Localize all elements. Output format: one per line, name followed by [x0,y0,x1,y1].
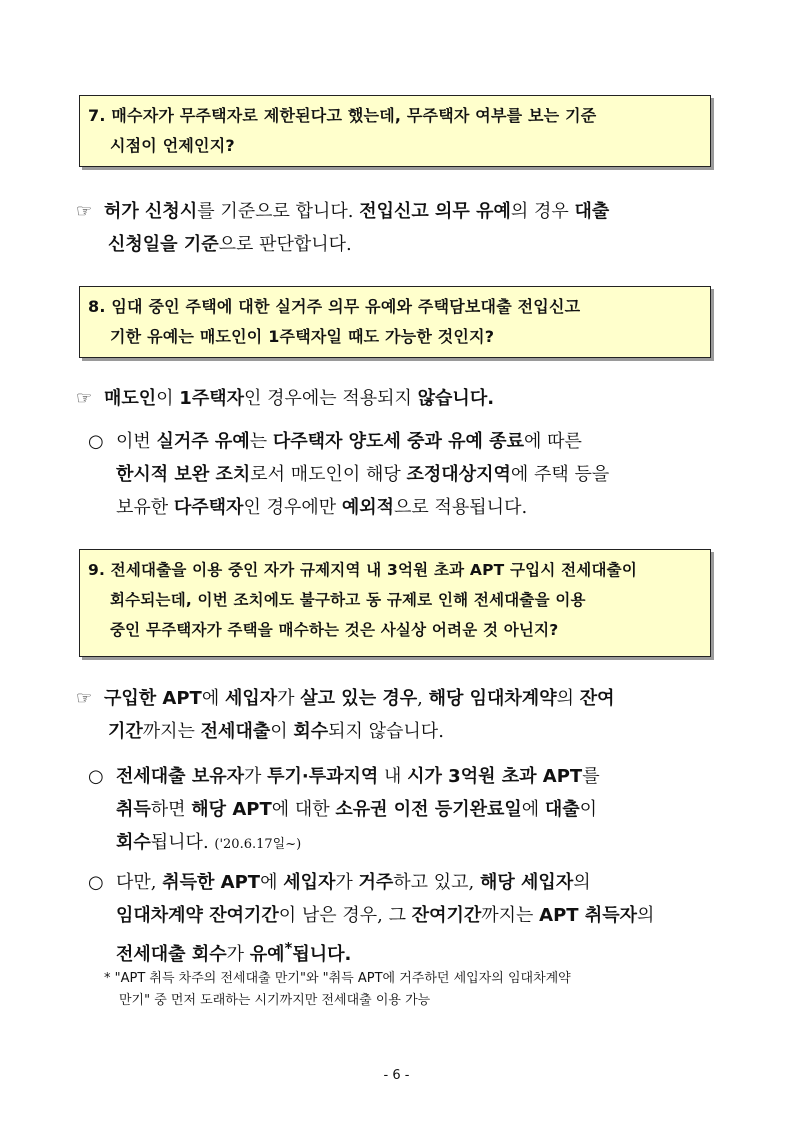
answer-9-bullet-1 [88,760,728,861]
answer-9-bold: 잔여 [579,688,615,709]
answer-9-text: 이 [270,721,294,742]
footnote-line-1 [104,968,724,990]
bullet-bold: 세입자 [283,872,336,893]
question-8-line-1: 8. 임대 중인 주택에 대한 실거주 의무 유예와 주택담보대출 전입신고 [88,297,581,316]
answer-9 [76,682,726,748]
bullet-bold: 다주택자 [173,497,244,518]
answer-7-bold: 허가 신청시 [104,201,198,222]
answer-7-text: 으로 판단합니다. [218,234,352,255]
bullet-bold: 거주 [358,872,394,893]
bullet-text: 까지는 [481,905,540,926]
answer-8-bullet-line-1 [88,425,728,458]
bullet-bold: 다주택자 양도세 중과 유예 종료 [272,431,524,452]
bullet-bold: 투기·투과지역 [267,766,379,787]
bullet-bold: 대출 [544,799,580,820]
bullet-bold: APT 취득자 [539,905,637,926]
pointing-hand-icon: ☞ [76,388,93,409]
question-box-9 [79,549,711,657]
answer-8 [76,382,726,415]
answer-9-bullet-1-line-3 [88,826,728,861]
answer-9-text: 의 [556,688,580,709]
answer-7-line-1 [76,195,726,228]
bullet-bold: 소유권 이전 등기완료일 [335,799,522,820]
bullet-text: 이 남은 경우, 그 [278,905,412,926]
answer-9-bullet-1-line-2 [88,793,728,826]
answer-8-bullet [88,425,728,524]
bullet-bold: 회수 [116,832,151,853]
bullet-bold: 예외적 [341,497,395,518]
answer-9-bold: 세입자 [224,688,278,709]
bullet-text: 이 [579,799,598,820]
answer-9-bold: 전세대출 [200,721,271,742]
answer-9-text: 되지 않습니다. [328,721,444,742]
bullet-bold: 해당 APT [191,799,272,820]
answer-7 [76,195,726,261]
question-9-line-3: 중인 무주택자가 주택을 매수하는 것은 사실상 어려운 것 아닌지? [110,621,559,639]
bullet-text: 내 [378,766,408,787]
answer-8-line-1 [76,382,726,415]
bullet-bold: 취득한 APT [162,872,261,893]
answer-9-bullet-2-line-2 [88,899,728,932]
bullet-bold: 됩니다. [292,944,352,965]
bullet-bold: 실거주 유예 [156,431,250,452]
answer-9-bullet-1-line-1 [88,760,728,793]
answer-8-bullet-line-2 [88,458,728,491]
answer-7-line-2 [76,228,726,261]
bullet-bold: 해당 세입자 [480,872,574,893]
answer-9-bold: 해당 임대차계약 [428,688,557,709]
answer-9-bullet-2-line-1 [88,866,728,899]
bullet-text: 를 [582,766,600,787]
answer-8-bold: 1주택자 [179,388,244,409]
answer-8-text: 인 경우에는 적용되지 [244,388,418,409]
bullet-bold: 임대차계약 잔여기간 [116,905,279,926]
bullet-bold: 시가 3억원 초과 APT [407,766,583,787]
bullet-text: 인 경우에만 [243,497,342,518]
answer-7-text: 를 기준으로 합니다. [197,201,360,222]
bullet-text: 의 [637,905,655,926]
answer-9-bullet-2 [88,866,728,971]
answer-9-bold: 회수 [293,721,329,742]
question-7-line-1: 7. 매수자가 무주택자로 제한된다고 했는데, 무주택자 여부를 보는 기준 [88,106,597,125]
answer-9-line-1 [76,682,726,715]
asterisk-icon: * [104,971,111,986]
answer-9-bold: 살고 있는 경우 [300,688,418,709]
answer-9-text: 까지는 [142,721,201,742]
bullet-text: 보유한 [116,497,174,518]
answer-9-text: 가 [277,688,301,709]
bullet-text: 에 주택 등을 [510,464,610,485]
bullet-text: 가 [226,944,250,965]
bullet-text: 에 [521,799,545,820]
bullet-text: 의 [573,872,591,893]
footnote-line-2: 만기" 중 먼저 도래하는 시기까지만 전세대출 이용 가능 [119,993,431,1008]
footnote [104,968,724,1012]
answer-8-bullet-line-3 [88,491,728,524]
bullet-text: 에 대한 [271,799,336,820]
effective-date-note: ('20.6.17일~) [214,837,302,852]
circle-bullet-icon: ○ [88,872,104,893]
bullet-text: 됩니다. [150,832,215,853]
footnote-marker: * [284,939,293,957]
answer-7-text: 의 경우 [510,201,575,222]
answer-9-bullet-2-line-3 [88,932,728,971]
bullet-text: 에 [260,872,284,893]
footnote-text: "APT 취득 차주의 전세대출 만기"와 "취득 APT에 거주하던 세입자의 임대차계약 [114,971,571,986]
circle-bullet-icon: ○ [88,766,104,787]
answer-9-bold: 기간 [108,721,143,742]
bullet-text: 에 따른 [523,431,582,452]
answer-7-bold: 신청일을 기준 [108,234,219,255]
bullet-text: 하면 [150,799,192,820]
pointing-hand-icon: ☞ [76,201,93,222]
question-8-line-2: 기한 유예는 매도인이 1주택자일 때도 가능한 것인지? [110,327,495,346]
circle-bullet-icon: ○ [88,431,104,452]
question-box-8 [79,286,711,358]
bullet-bold: 잔여기간 [411,905,482,926]
question-box-7 [79,95,711,167]
bullet-bold: 전세대출 회수 [116,944,227,965]
question-9-line-2: 회수되는데, 이번 조치에도 불구하고 동 규제로 인해 전세대출을 이용 [110,591,586,609]
bullet-text: 하고 있고, [393,872,480,893]
answer-8-bold: 매도인 [104,388,157,409]
page-number: - 6 - [383,1068,410,1083]
answer-9-bold: 구입한 APT [104,688,202,709]
bullet-bold: 한시적 보완 조치 [116,464,251,485]
bullet-bold: 유예 [249,944,285,965]
answer-7-bold: 전입신고 의무 유예 [359,201,511,222]
bullet-text: 가 [335,872,359,893]
bullet-bold: 조정대상지역 [406,464,511,485]
bullet-text: 는 [249,431,273,452]
bullet-text: 가 [243,766,268,787]
answer-9-text: , [417,688,429,709]
bullet-bold: 취득 [116,799,151,820]
bullet-text: 다만, [116,872,163,893]
bullet-text: 으로 적용됩니다. [394,497,528,518]
bullet-bold: 전세대출 보유자 [116,766,244,787]
question-7-line-2: 시점이 언제인지? [110,136,235,155]
answer-8-bold: 않습니다. [417,388,495,409]
answer-9-text: 에 [201,688,225,709]
question-9-line-1: 9. 전세대출을 이용 중인 자가 규제지역 내 3억원 초과 APT 구입시 전세대출이 [88,561,637,579]
answer-9-line-2 [76,715,726,748]
answer-7-bold: 대출 [574,201,610,222]
pointing-hand-icon: ☞ [76,688,93,709]
bullet-text: 로서 매도인이 해당 [250,464,407,485]
bullet-text: 이번 [116,431,157,452]
answer-8-text: 이 [156,388,180,409]
